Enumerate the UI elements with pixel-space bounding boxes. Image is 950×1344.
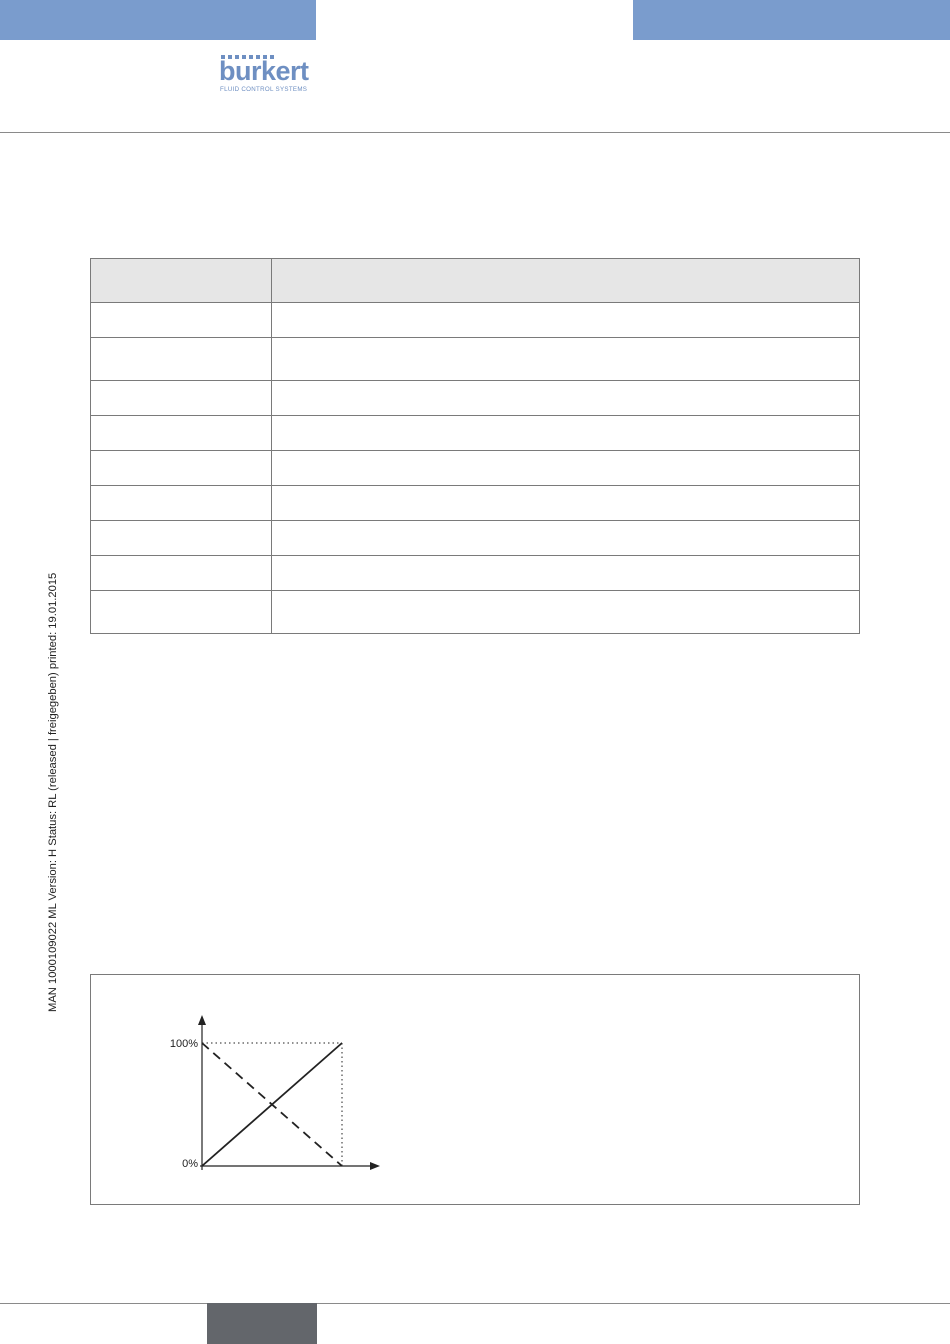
table-cell xyxy=(272,556,860,591)
header-band-right xyxy=(633,0,950,40)
table-header-row xyxy=(91,259,860,303)
table-header-cell xyxy=(272,259,860,303)
table-row xyxy=(91,486,860,521)
x-axis-arrow xyxy=(370,1162,380,1170)
table-header-cell xyxy=(91,259,272,303)
table-cell xyxy=(91,416,272,451)
document-status-line: MAN 1000109022 ML Version: H Status: RL (released | freigegeben) printed: 19.01.2015 xyxy=(47,572,59,1012)
table-cell xyxy=(91,381,272,416)
header-divider xyxy=(0,132,950,133)
table-row xyxy=(91,591,860,634)
table-cell xyxy=(272,338,860,381)
table-cell xyxy=(91,521,272,556)
table-cell xyxy=(91,486,272,521)
footer-divider xyxy=(0,1303,950,1304)
table-cell xyxy=(272,591,860,634)
y-tick-label: 0% xyxy=(182,1158,198,1170)
table-cell xyxy=(272,451,860,486)
logo-tagline: FLUID CONTROL SYSTEMS xyxy=(220,86,308,93)
table-row xyxy=(91,303,860,338)
footer-page-tab xyxy=(207,1303,317,1344)
table-row xyxy=(91,381,860,416)
table-row xyxy=(91,556,860,591)
table-cell xyxy=(91,451,272,486)
y-tick-label: 100% xyxy=(169,1038,198,1050)
table-cell xyxy=(272,381,860,416)
table-cell xyxy=(272,303,860,338)
table-row xyxy=(91,451,860,486)
table-cell xyxy=(91,591,272,634)
header-band-left xyxy=(0,0,316,40)
figure-box xyxy=(90,974,860,1205)
table-row xyxy=(91,338,860,381)
table-cell xyxy=(91,303,272,338)
table-cell xyxy=(272,521,860,556)
table-cell xyxy=(91,556,272,591)
table-cell xyxy=(272,416,860,451)
y-axis-arrow xyxy=(198,1015,206,1025)
brand-logo xyxy=(219,55,319,95)
table-cell xyxy=(91,338,272,381)
table-body xyxy=(91,259,860,634)
logo-wordmark: burkert xyxy=(219,56,309,86)
table-row xyxy=(91,416,860,451)
chart xyxy=(91,975,859,1204)
data-table xyxy=(90,258,860,634)
table-row xyxy=(91,521,860,556)
table-cell xyxy=(272,486,860,521)
